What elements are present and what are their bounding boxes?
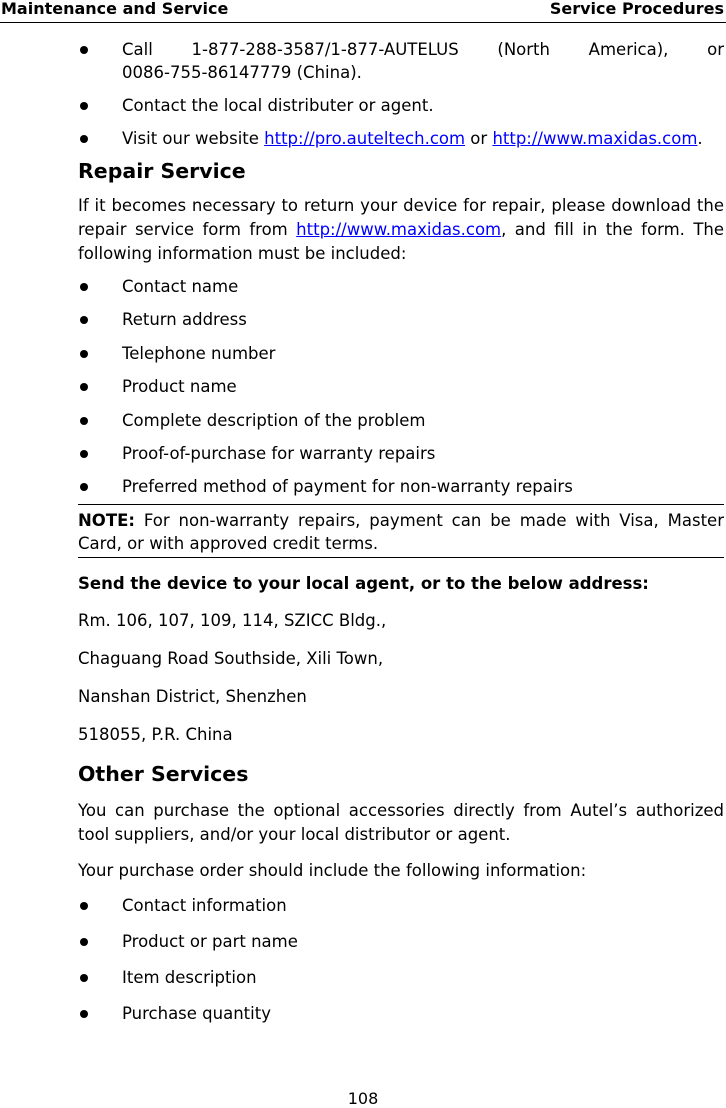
list-item bbox=[78, 1002, 724, 1025]
bullet-dot-icon bbox=[80, 135, 88, 143]
page-number: 108 bbox=[347, 1089, 379, 1108]
list-item bbox=[78, 409, 724, 432]
address-line: 518055, P.R. China bbox=[78, 725, 233, 745]
list-item bbox=[78, 442, 724, 465]
list-item-text: Proof-of-purchase for warranty repairs bbox=[122, 443, 436, 463]
bullet-website bbox=[78, 127, 724, 150]
distributor-text: Contact the local distributer or agent. bbox=[122, 96, 434, 115]
bullet-dot-icon bbox=[80, 902, 88, 910]
call-line-1: Call 1-877-288-3587/1-877-AUTELUS (North America), or bbox=[122, 40, 724, 59]
list-item-text: Contact name bbox=[122, 277, 239, 296]
list-item-text: Contact information bbox=[122, 896, 287, 916]
bullet-dot-icon bbox=[80, 46, 88, 54]
repair-intro bbox=[78, 194, 724, 266]
repair-intro-text-b: , and fill in the form. The following information must be included: bbox=[78, 220, 725, 263]
list-item bbox=[78, 342, 724, 365]
list-item-text: Preferred method of payment for non-warranty repairs bbox=[122, 477, 573, 497]
page-content bbox=[78, 38, 724, 1025]
bullet-dot-icon bbox=[80, 350, 88, 358]
header-section-title: Maintenance and Service bbox=[1, 0, 229, 18]
list-item bbox=[78, 894, 724, 917]
list-item-text: Product name bbox=[122, 377, 237, 397]
other-services-heading: Other Services bbox=[78, 762, 249, 787]
header-chapter-title: Service Procedures bbox=[549, 0, 724, 18]
bullet-distributor bbox=[78, 94, 724, 117]
maxidas-link[interactable]: http://www.maxidas.com bbox=[492, 129, 698, 148]
list-item-text: Telephone number bbox=[122, 343, 276, 363]
note-text: For non-warranty repairs, payment can be made with Visa, Master Card, or with approved credit terms. bbox=[78, 511, 724, 554]
address-line: Rm. 106, 107, 109, 114, SZICC Bldg., bbox=[78, 611, 387, 631]
bullet-dot-icon bbox=[80, 974, 88, 982]
page-header bbox=[0, 0, 726, 23]
list-item-text: Product or part name bbox=[122, 932, 298, 952]
visit-end: . bbox=[697, 129, 703, 148]
list-item bbox=[78, 375, 724, 398]
list-item bbox=[78, 966, 724, 989]
address-heading: Send the device to your local agent, or to the below address: bbox=[78, 574, 649, 594]
list-item bbox=[78, 930, 724, 953]
order-intro: Your purchase order should include the following information: bbox=[78, 861, 587, 881]
call-line-2: 0086-755-86147779 (China). bbox=[122, 63, 362, 82]
repair-intro-text-a: If it becomes necessary to return your device for repair, please download the repair service form from bbox=[78, 196, 724, 239]
bullet-call bbox=[78, 38, 724, 84]
address-line: Nanshan District, Shenzhen bbox=[78, 687, 307, 707]
repair-form-link[interactable]: http://www.maxidas.com bbox=[296, 220, 502, 239]
auteltech-link[interactable]: http://pro.auteltech.com bbox=[264, 129, 466, 148]
bullet-dot-icon bbox=[80, 483, 88, 491]
list-item-text: Purchase quantity bbox=[122, 1004, 271, 1024]
bullet-dot-icon bbox=[80, 450, 88, 458]
address-block bbox=[78, 609, 724, 746]
list-item-text: Complete description of the problem bbox=[122, 410, 426, 430]
list-item bbox=[78, 475, 724, 498]
order-info-list bbox=[78, 894, 724, 1025]
bullet-dot-icon bbox=[80, 938, 88, 946]
repair-info-list bbox=[78, 275, 724, 498]
visit-or: or bbox=[465, 129, 493, 148]
bullet-dot-icon bbox=[80, 383, 88, 391]
list-item-text: Item description bbox=[122, 968, 257, 988]
list-item-text: Return address bbox=[122, 310, 247, 330]
note-label: NOTE: bbox=[78, 511, 135, 531]
bullet-dot-icon bbox=[80, 316, 88, 324]
bullet-dot-icon bbox=[80, 102, 88, 110]
repair-service-heading: Repair Service bbox=[78, 159, 246, 183]
list-item bbox=[78, 308, 724, 331]
note-box bbox=[78, 504, 724, 558]
list-item bbox=[78, 275, 724, 298]
visit-prefix: Visit our website bbox=[122, 129, 265, 148]
bullet-dot-icon bbox=[80, 283, 88, 291]
bullet-dot-icon bbox=[80, 1010, 88, 1018]
bullet-dot-icon bbox=[80, 417, 88, 425]
other-services-intro: You can purchase the optional accessories directly from Autel’s authorized tool suppliers, and/or your local distributor or agent. bbox=[78, 801, 724, 845]
address-line: Chaguang Road Southside, Xili Town, bbox=[78, 649, 384, 669]
